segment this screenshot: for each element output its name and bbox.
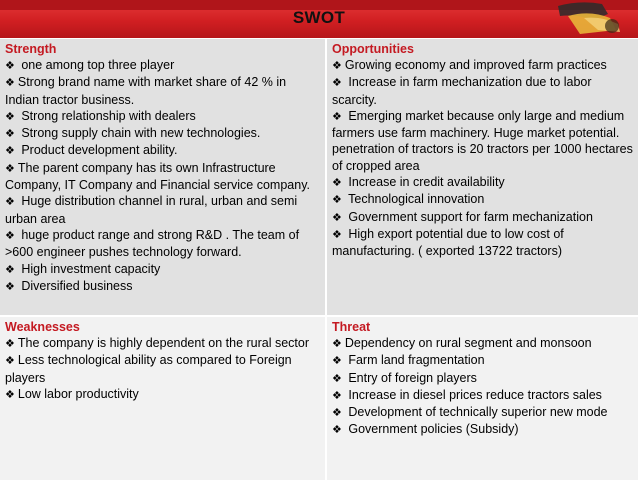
opportunities-cell	[327, 39, 638, 315]
list-item	[5, 261, 320, 278]
slide-header	[0, 0, 638, 38]
slide-title: SWOT	[292, 8, 346, 27]
list-item	[5, 125, 320, 142]
diamond-bullet-icon: ❖	[332, 77, 342, 90]
threat-cell	[327, 317, 638, 480]
list-item-text: Diversified business	[17, 278, 133, 293]
list-item-text: Huge distribution channel in rural, urban and semi urban area	[5, 194, 298, 226]
list-item-text: Increase in credit availability	[344, 175, 505, 190]
strength-heading: Strength	[5, 42, 57, 56]
list-item-text: Strong brand name with market share of 42 % in Indian tractor business.	[5, 75, 287, 107]
list-item	[5, 335, 320, 352]
diamond-bullet-icon: ❖	[5, 110, 15, 123]
swot-grid	[0, 38, 638, 480]
strength-list	[5, 57, 320, 295]
list-item	[332, 74, 633, 108]
diamond-bullet-icon: ❖	[332, 211, 342, 224]
tractor-logo-image	[550, 0, 632, 38]
list-item-text: Increase in diesel prices reduce tractors sales	[344, 387, 602, 402]
list-item	[5, 57, 320, 74]
diamond-bullet-icon: ❖	[332, 407, 342, 420]
list-item-text: Entry of foreign players	[344, 370, 477, 385]
list-item-text: Product development ability.	[17, 143, 178, 158]
list-item-text: Increase in farm mechanization due to labor scarcity.	[332, 75, 592, 107]
diamond-bullet-icon: ❖	[5, 60, 15, 72]
list-item	[332, 191, 633, 208]
opportunities-heading: Opportunities	[332, 42, 414, 56]
list-item	[5, 386, 320, 403]
list-item	[5, 193, 320, 227]
list-item-text: Development of technically superior new mode	[344, 405, 608, 420]
weaknesses-heading: Weaknesses	[5, 320, 80, 334]
diamond-bullet-icon: ❖	[332, 424, 342, 437]
diamond-bullet-icon: ❖	[332, 228, 342, 241]
list-item	[332, 335, 633, 352]
weaknesses-list	[5, 335, 320, 403]
diamond-bullet-icon: ❖	[5, 145, 15, 158]
diamond-bullet-icon: ❖	[5, 280, 15, 293]
diamond-bullet-icon: ❖	[5, 229, 15, 242]
list-item	[332, 370, 633, 387]
list-item	[332, 226, 633, 260]
list-item	[332, 387, 633, 404]
list-item	[5, 352, 320, 386]
list-item-text: Low labor productivity	[17, 386, 139, 401]
list-item	[332, 108, 633, 174]
list-item-text: Strong relationship with dealers	[17, 108, 196, 123]
list-item	[5, 142, 320, 159]
list-item	[332, 352, 633, 369]
list-item-text: Strong supply chain with new technologies.	[17, 126, 261, 141]
threat-list	[332, 335, 633, 439]
diamond-bullet-icon: ❖	[5, 338, 15, 350]
diamond-bullet-icon: ❖	[332, 177, 342, 190]
list-item-text: High export potential due to low cost of manufacturing. ( exported 13722 tractors)	[332, 226, 564, 259]
list-item-text: The parent company has its own Infrastructure Company, IT Company and Financial service company.	[5, 160, 310, 193]
list-item	[332, 57, 633, 74]
list-item-text: Less technological ability as compared to Foreign players	[5, 353, 292, 385]
diamond-bullet-icon: ❖	[5, 77, 15, 90]
threat-heading: Threat	[332, 320, 371, 334]
diamond-bullet-icon: ❖	[332, 60, 342, 72]
diamond-bullet-icon: ❖	[332, 355, 342, 368]
weaknesses-cell	[0, 317, 325, 480]
diamond-bullet-icon: ❖	[5, 388, 15, 401]
diamond-bullet-icon: ❖	[5, 196, 15, 209]
list-item	[332, 174, 633, 191]
diamond-bullet-icon: ❖	[5, 355, 15, 368]
strength-cell	[0, 39, 325, 315]
list-item-text: Government support for farm mechanization	[344, 209, 593, 224]
list-item-text: Dependency on rural segment and monsoon	[344, 336, 592, 350]
list-item	[5, 160, 320, 194]
diamond-bullet-icon: ❖	[332, 110, 342, 123]
list-item-text: High investment capacity	[17, 261, 161, 276]
list-item-text: one among top three player	[17, 58, 175, 72]
list-item-text: Growing economy and improved farm practices	[344, 58, 607, 72]
list-item	[5, 74, 320, 108]
opportunities-list	[332, 57, 633, 260]
list-item	[5, 278, 320, 295]
diamond-bullet-icon: ❖	[5, 128, 15, 141]
list-item-text: Farm land fragmentation	[344, 353, 485, 368]
list-item-text: The company is highly dependent on the rural sector	[17, 336, 310, 350]
list-item	[5, 108, 320, 125]
list-item-text: Government policies (Subsidy)	[344, 422, 519, 437]
diamond-bullet-icon: ❖	[5, 263, 15, 276]
diamond-bullet-icon: ❖	[332, 338, 342, 350]
diamond-bullet-icon: ❖	[5, 162, 15, 175]
list-item	[332, 404, 633, 421]
list-item-text: Technological innovation	[344, 192, 485, 207]
list-item-text: Emerging market because only large and medium farmers use farm machinery. Huge market potential. penetration of tractors is 20 tractors per 1000 hectares of cropped area	[332, 108, 633, 173]
diamond-bullet-icon: ❖	[332, 389, 342, 402]
list-item-text: huge product range and strong R&D . The team of >600 engineer pushes technology forward.	[5, 227, 300, 260]
diamond-bullet-icon: ❖	[332, 372, 342, 385]
list-item	[332, 209, 633, 226]
diamond-bullet-icon: ❖	[332, 194, 342, 207]
list-item	[5, 227, 320, 261]
list-item	[332, 421, 633, 438]
